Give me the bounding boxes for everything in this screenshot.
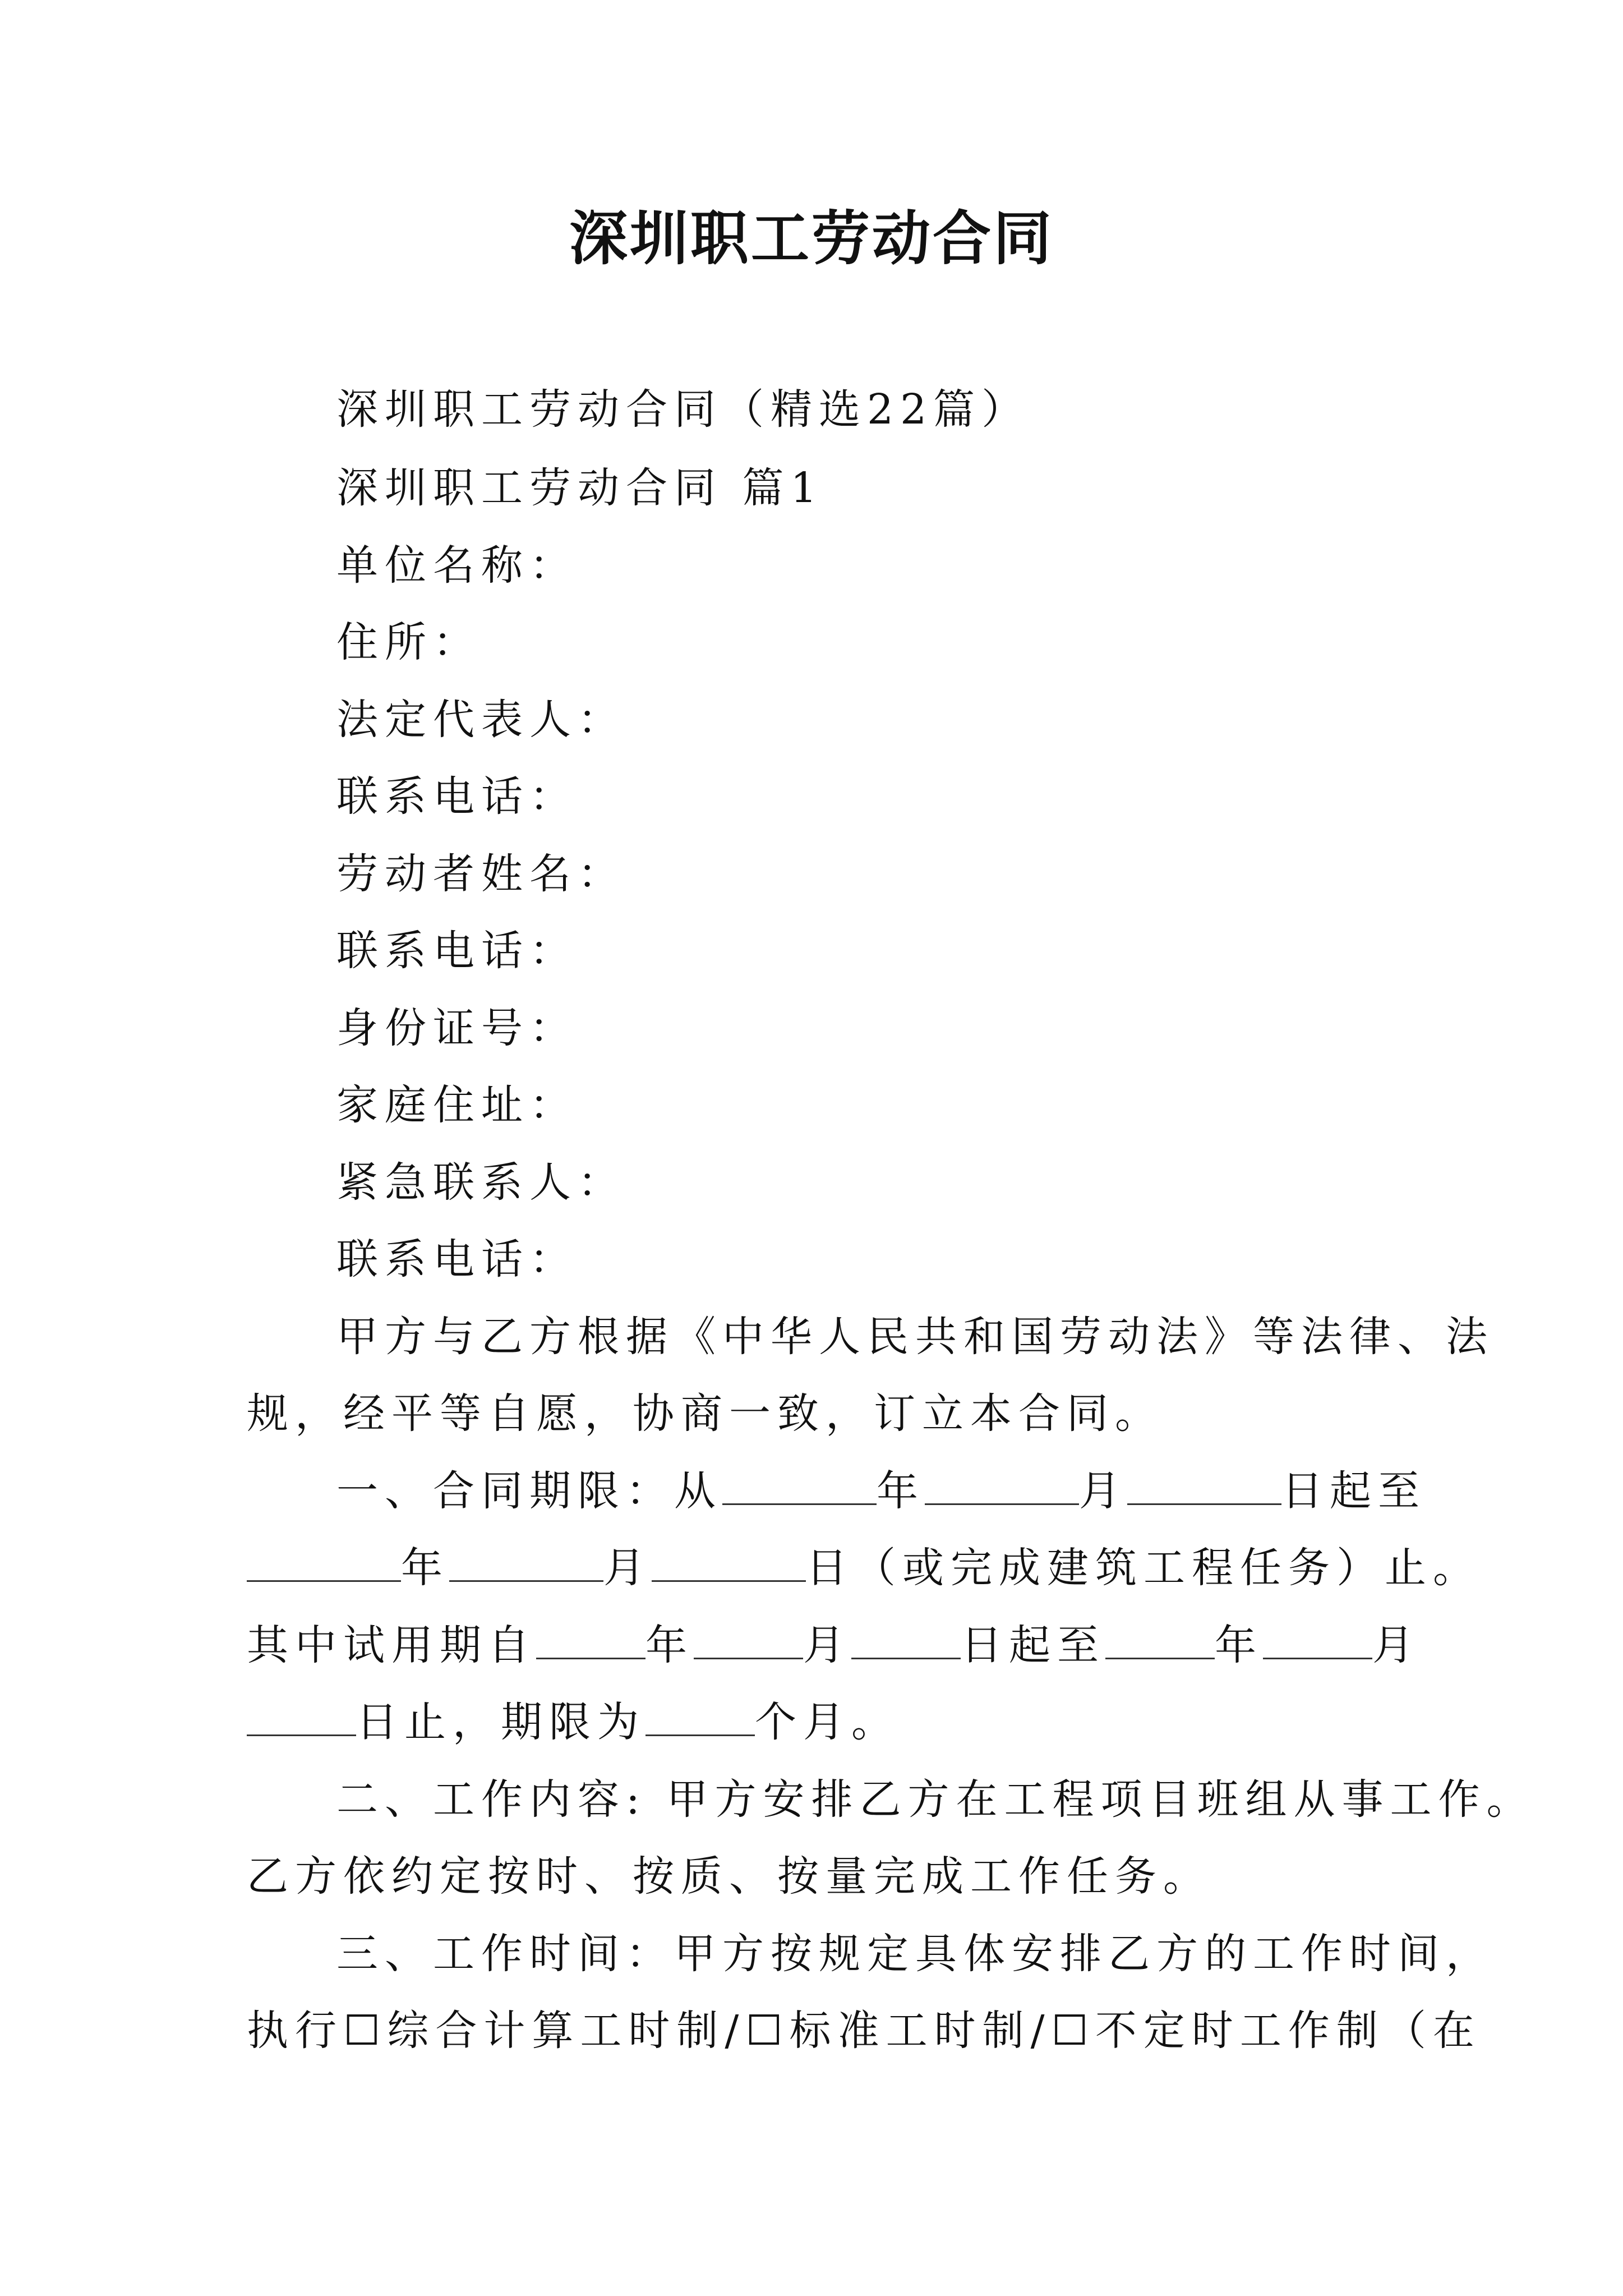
clause1-line-2 xyxy=(247,1540,1481,1596)
blank-start-day xyxy=(1127,1465,1281,1505)
label-month: 月 xyxy=(1079,1467,1127,1515)
clause2-line-2: 乙方依约定按时、按质、按量完成工作任务。 xyxy=(247,1852,1211,1901)
document-subtitle: 深圳职工劳动合同（精选22篇） xyxy=(336,385,1030,434)
label-day-from: 日起至 xyxy=(961,1621,1105,1669)
field-home-address: 家庭住址： xyxy=(336,1081,578,1129)
trial-prefix: 其中试用期自 xyxy=(247,1621,536,1669)
blank-trial-end-day xyxy=(247,1696,356,1736)
field-id-number: 身份证号： xyxy=(336,1004,578,1052)
label-year: 年 xyxy=(877,1467,925,1515)
label-year: 年 xyxy=(1215,1621,1263,1669)
intro-line-2: 规，经平等自愿，协商一致，订立本合同。 xyxy=(247,1389,1163,1438)
label-day-until: 日（或完成建筑工程任务）止。 xyxy=(806,1544,1481,1592)
clause3-line-2: 执行☐综合计算工时制/☐标准工时制/☐不定时工作制（在 xyxy=(247,2007,1481,2055)
label-year: 年 xyxy=(401,1544,449,1592)
clause1-line-1 xyxy=(336,1463,1426,1519)
field-worker-phone: 联系电话： xyxy=(336,927,578,975)
clause3-line-1: 三、工作时间：甲方按规定具体安排乙方的工作时间， xyxy=(336,1930,1494,1978)
clause2-line-1: 二、工作内容: 甲方安排乙方在工程项目班组从事工作。 xyxy=(336,1775,1535,1824)
field-address: 住所： xyxy=(336,618,481,666)
intro-line-1: 甲方与乙方根据《中华人民共和国劳动法》等法律、法 xyxy=(336,1313,1494,1361)
field-company-name: 单位名称： xyxy=(336,541,578,590)
field-emergency-phone: 联系电话： xyxy=(336,1235,578,1283)
blank-end-year xyxy=(247,1542,401,1582)
blank-end-month xyxy=(449,1542,603,1582)
document-title: 深圳职工劳动合同 xyxy=(569,204,1054,273)
blank-trial-start-month xyxy=(694,1619,803,1659)
label-day-from: 日起至 xyxy=(1281,1467,1426,1515)
label-months: 个月。 xyxy=(755,1698,900,1746)
field-legal-representative: 法定代表人： xyxy=(336,696,626,744)
clause1-prefix: 一、合同期限：从 xyxy=(336,1467,722,1515)
label-year: 年 xyxy=(645,1621,694,1669)
blank-end-day xyxy=(652,1542,806,1582)
clause1-line-3 xyxy=(247,1617,1421,1673)
clause1-line-4 xyxy=(247,1694,900,1750)
field-worker-name: 劳动者姓名： xyxy=(336,850,626,898)
blank-trial-months xyxy=(645,1696,755,1736)
blank-trial-start-year xyxy=(536,1619,645,1659)
label-month: 月 xyxy=(803,1621,851,1669)
blank-start-month xyxy=(925,1465,1079,1505)
blank-trial-end-year xyxy=(1105,1619,1215,1659)
field-company-phone: 联系电话： xyxy=(336,772,578,821)
label-month: 月 xyxy=(603,1544,652,1592)
blank-start-year xyxy=(722,1465,877,1505)
label-day-end: 日止，期限为 xyxy=(356,1698,645,1746)
blank-trial-end-month xyxy=(1263,1619,1372,1659)
field-emergency-contact: 紧急联系人： xyxy=(336,1158,626,1207)
section-heading: 深圳职工劳动合同 篇1 xyxy=(336,464,824,512)
label-month: 月 xyxy=(1372,1621,1421,1669)
blank-trial-start-day xyxy=(851,1619,961,1659)
